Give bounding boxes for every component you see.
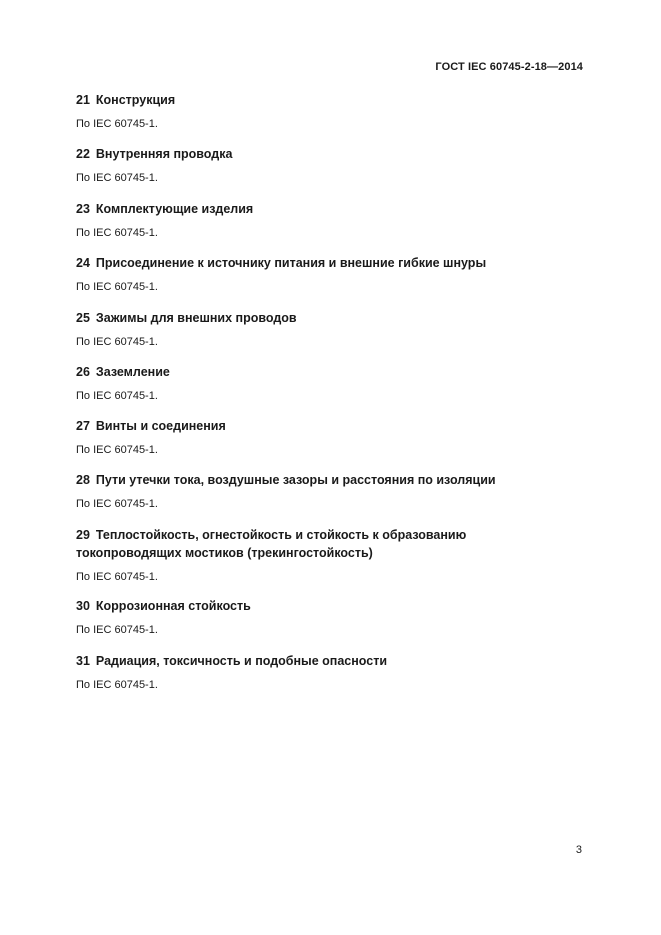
- section-title: [76, 597, 596, 615]
- section-26: [76, 363, 596, 403]
- section-title: [76, 471, 596, 489]
- section-21: [76, 91, 596, 131]
- section-number: 27: [76, 419, 90, 433]
- section-title: [76, 200, 596, 218]
- section-body: По IEC 60745-1.: [76, 281, 158, 293]
- section-title: [76, 91, 596, 109]
- section-number: 31: [76, 654, 90, 668]
- section-body: По IEC 60745-1.: [76, 227, 158, 239]
- section-heading: Радиация, токсичность и подобные опасности: [95, 654, 388, 668]
- section-23: [76, 200, 596, 240]
- section-title: [76, 526, 506, 562]
- section-25: [76, 309, 596, 349]
- section-number: 25: [76, 311, 90, 325]
- section-number: 22: [76, 147, 90, 161]
- section-heading: Внутренняя проводка: [95, 147, 233, 161]
- section-body: По IEC 60745-1.: [76, 624, 158, 636]
- section-28: [76, 471, 596, 511]
- section-body: По IEC 60745-1.: [76, 172, 158, 184]
- section-31: [76, 652, 596, 692]
- section-24: [76, 254, 596, 294]
- section-title: [76, 417, 596, 435]
- section-heading: Конструкция: [95, 93, 176, 107]
- section-27: [76, 417, 596, 457]
- section-number: 29: [76, 528, 90, 542]
- section-title: [76, 309, 596, 327]
- section-number: 30: [76, 599, 90, 613]
- section-number: 23: [76, 202, 90, 216]
- section-22: [76, 145, 596, 185]
- section-heading: Комплектующие изделия: [95, 202, 254, 216]
- section-heading: Пути утечки тока, воздушные зазоры и расстояния по изоляции: [95, 473, 496, 487]
- section-29: [76, 526, 506, 584]
- section-body: По IEC 60745-1.: [76, 571, 158, 583]
- section-number: 24: [76, 256, 90, 270]
- section-title: [76, 145, 596, 163]
- section-body: По IEC 60745-1.: [76, 498, 158, 510]
- section-title: [76, 652, 596, 670]
- section-30: [76, 597, 596, 637]
- section-heading: Коррозионная стойкость: [95, 599, 251, 613]
- section-body: По IEC 60745-1.: [76, 336, 158, 348]
- section-body: По IEC 60745-1.: [76, 118, 158, 130]
- section-title: [76, 363, 596, 381]
- section-body: По IEC 60745-1.: [76, 390, 158, 402]
- section-title: [76, 254, 596, 272]
- section-number: 28: [76, 473, 90, 487]
- section-body: По IEC 60745-1.: [76, 444, 158, 456]
- section-body: По IEC 60745-1.: [76, 679, 158, 691]
- section-heading: Зажимы для внешних проводов: [95, 311, 297, 325]
- section-heading: Присоединение к источнику питания и внешние гибкие шнуры: [95, 256, 487, 270]
- section-number: 26: [76, 365, 90, 379]
- document-header-standard-id: ГОСТ IEC 60745-2-18—2014: [435, 61, 583, 73]
- section-heading: Заземление: [95, 365, 170, 379]
- section-heading: Теплостойкость, огнестойкость и стойкость к образованию токопроводящих мостиков (трекингостойкость): [76, 528, 467, 560]
- page-number: 3: [575, 844, 582, 856]
- section-number: 21: [76, 93, 90, 107]
- section-heading: Винты и соединения: [95, 419, 226, 433]
